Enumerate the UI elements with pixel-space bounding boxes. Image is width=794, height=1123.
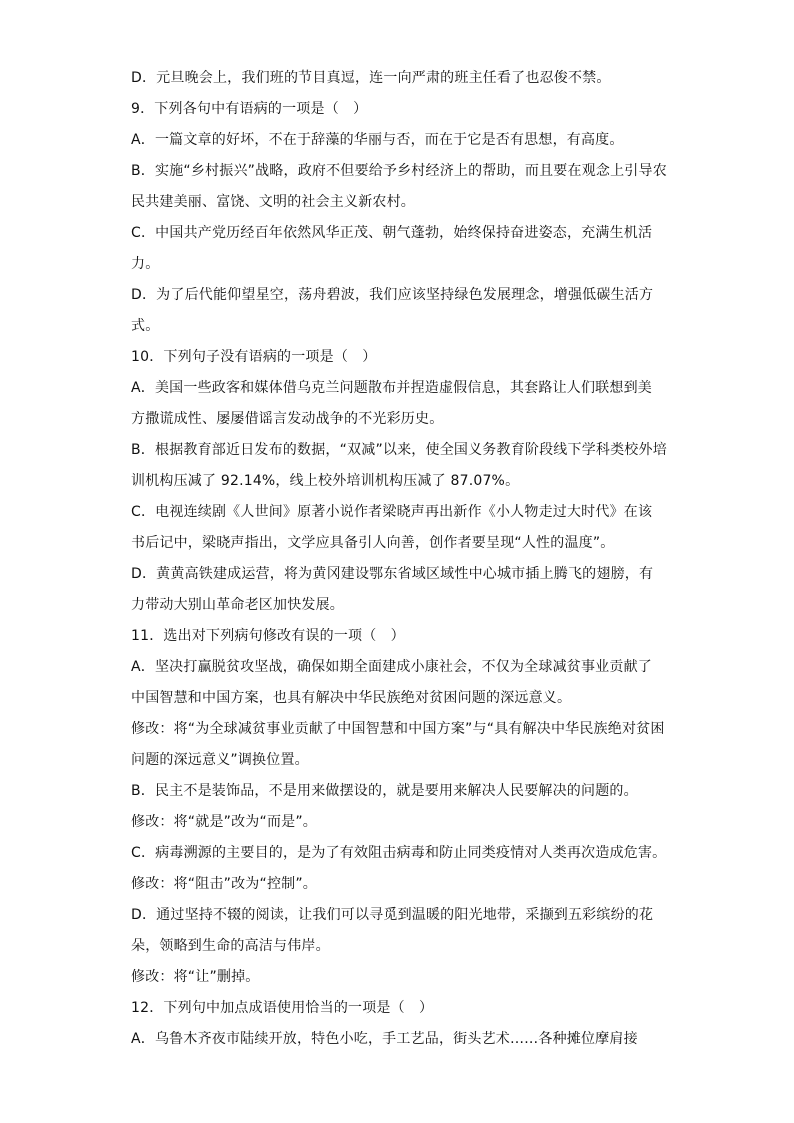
option-line: D．黄黄高铁建成运营，将为黄冈建设鄂东省域区域性中心城市插上腾飞的翅膀，有 bbox=[131, 566, 654, 582]
option-line-continued: 民共建美丽、富饶、文明的社会主义新农村。 bbox=[131, 194, 415, 210]
revision-line: 修改：将“阻击”改为“控制”。 bbox=[131, 876, 318, 892]
option-line-continued: 训机构压减了 92.14%，线上校外培训机构压减了 87.07%。 bbox=[131, 473, 520, 489]
option-line-continued: 朵，领略到生命的高洁与伟岸。 bbox=[131, 938, 330, 954]
option-line: B．民主不是装饰品，不是用来做摆设的，就是要用来解决人民要解决的问题的。 bbox=[131, 783, 638, 799]
option-line-continued: 书后记中，梁晓声指出，文学应具备引人向善，创作者要呈现“人性的温度”。 bbox=[131, 535, 615, 551]
option-line: A．美国一些政客和媒体借乌克兰问题散布并捏造虚假信息，其套路让人们联想到美 bbox=[131, 380, 652, 396]
option-line-continued: 力带动大别山革命老区加快发展。 bbox=[131, 597, 344, 613]
text-line: D．元旦晚会上，我们班的节目真逗，连一向严肃的班主任看了也忍俊不禁。 bbox=[131, 70, 611, 86]
option-line: C．中国共产党历经百年依然风华正茂、朝气蓬勃，始终保持奋进姿态，充满生机活 bbox=[131, 225, 653, 241]
revision-line: 修改：将“就是”改为“而是”。 bbox=[131, 814, 318, 830]
question-text-block bbox=[131, 63, 671, 1055]
option-line: C．电视连续剧《人世间》原著小说作者梁晓声再出新作《小人物走过大时代》在该 bbox=[131, 504, 653, 520]
question-stem: 9．下列各句中有语病的一项是（ ） bbox=[131, 101, 368, 117]
revision-line-continued: 问题的深远意义”调换位置。 bbox=[131, 752, 309, 768]
question-stem: 12．下列句中加点成语使用恰当的一项是（ ） bbox=[131, 1000, 434, 1016]
question-stem: 10．下列句子没有语病的一项是（ ） bbox=[131, 349, 377, 365]
option-line: B．实施“乡村振兴”战略，政府不但要给予乡村经济上的帮助，而且要在观念上引导农 bbox=[131, 163, 667, 179]
option-line: B．根据教育部近日发布的数据，“双减”以来，使全国义务教育阶段线下学科类校外培 bbox=[131, 442, 667, 458]
option-line: A．一篇文章的好坏，不在于辞藻的华丽与否，而在于它是否有思想，有高度。 bbox=[131, 132, 624, 148]
option-line-continued: 式。 bbox=[131, 318, 160, 334]
option-line: D．为了后代能仰望星空，荡舟碧波，我们应该坚持绿色发展理念，增强低碳生活方 bbox=[131, 287, 654, 303]
option-line: A．坚决打赢脱贫攻坚战，确保如期全面建成小康社会，不仅为全球减贫事业贡献了 bbox=[131, 659, 652, 675]
option-line-continued: 方撒谎成性、屡屡借谣言发动战争的不光彩历史。 bbox=[131, 411, 444, 427]
option-line: D．通过坚持不辍的阅读，让我们可以寻觅到温暖的阳光地带，采撷到五彩缤纷的花 bbox=[131, 907, 654, 923]
option-line: C．病毒溯源的主要目的，是为了有效阻击病毒和防止同类疫情对人类再次造成危害。 bbox=[131, 845, 667, 861]
question-stem: 11．选出对下列病句修改有误的一项（ ） bbox=[131, 628, 405, 644]
option-line-continued: 力。 bbox=[131, 256, 160, 272]
option-line: A．乌鲁木齐夜市陆续开放，特色小吃，手工艺品，街头艺术……各种摊位摩肩接 bbox=[131, 1031, 638, 1047]
option-line-continued: 中国智慧和中国方案，也具有解决中华民族绝对贫困问题的深远意义。 bbox=[131, 690, 572, 706]
revision-line: 修改：将“为全球减贫事业贡献了中国智慧和中国方案”与“具有解决中华民族绝对贫困 bbox=[131, 721, 665, 737]
revision-line: 修改：将“让”删掉。 bbox=[131, 969, 260, 985]
